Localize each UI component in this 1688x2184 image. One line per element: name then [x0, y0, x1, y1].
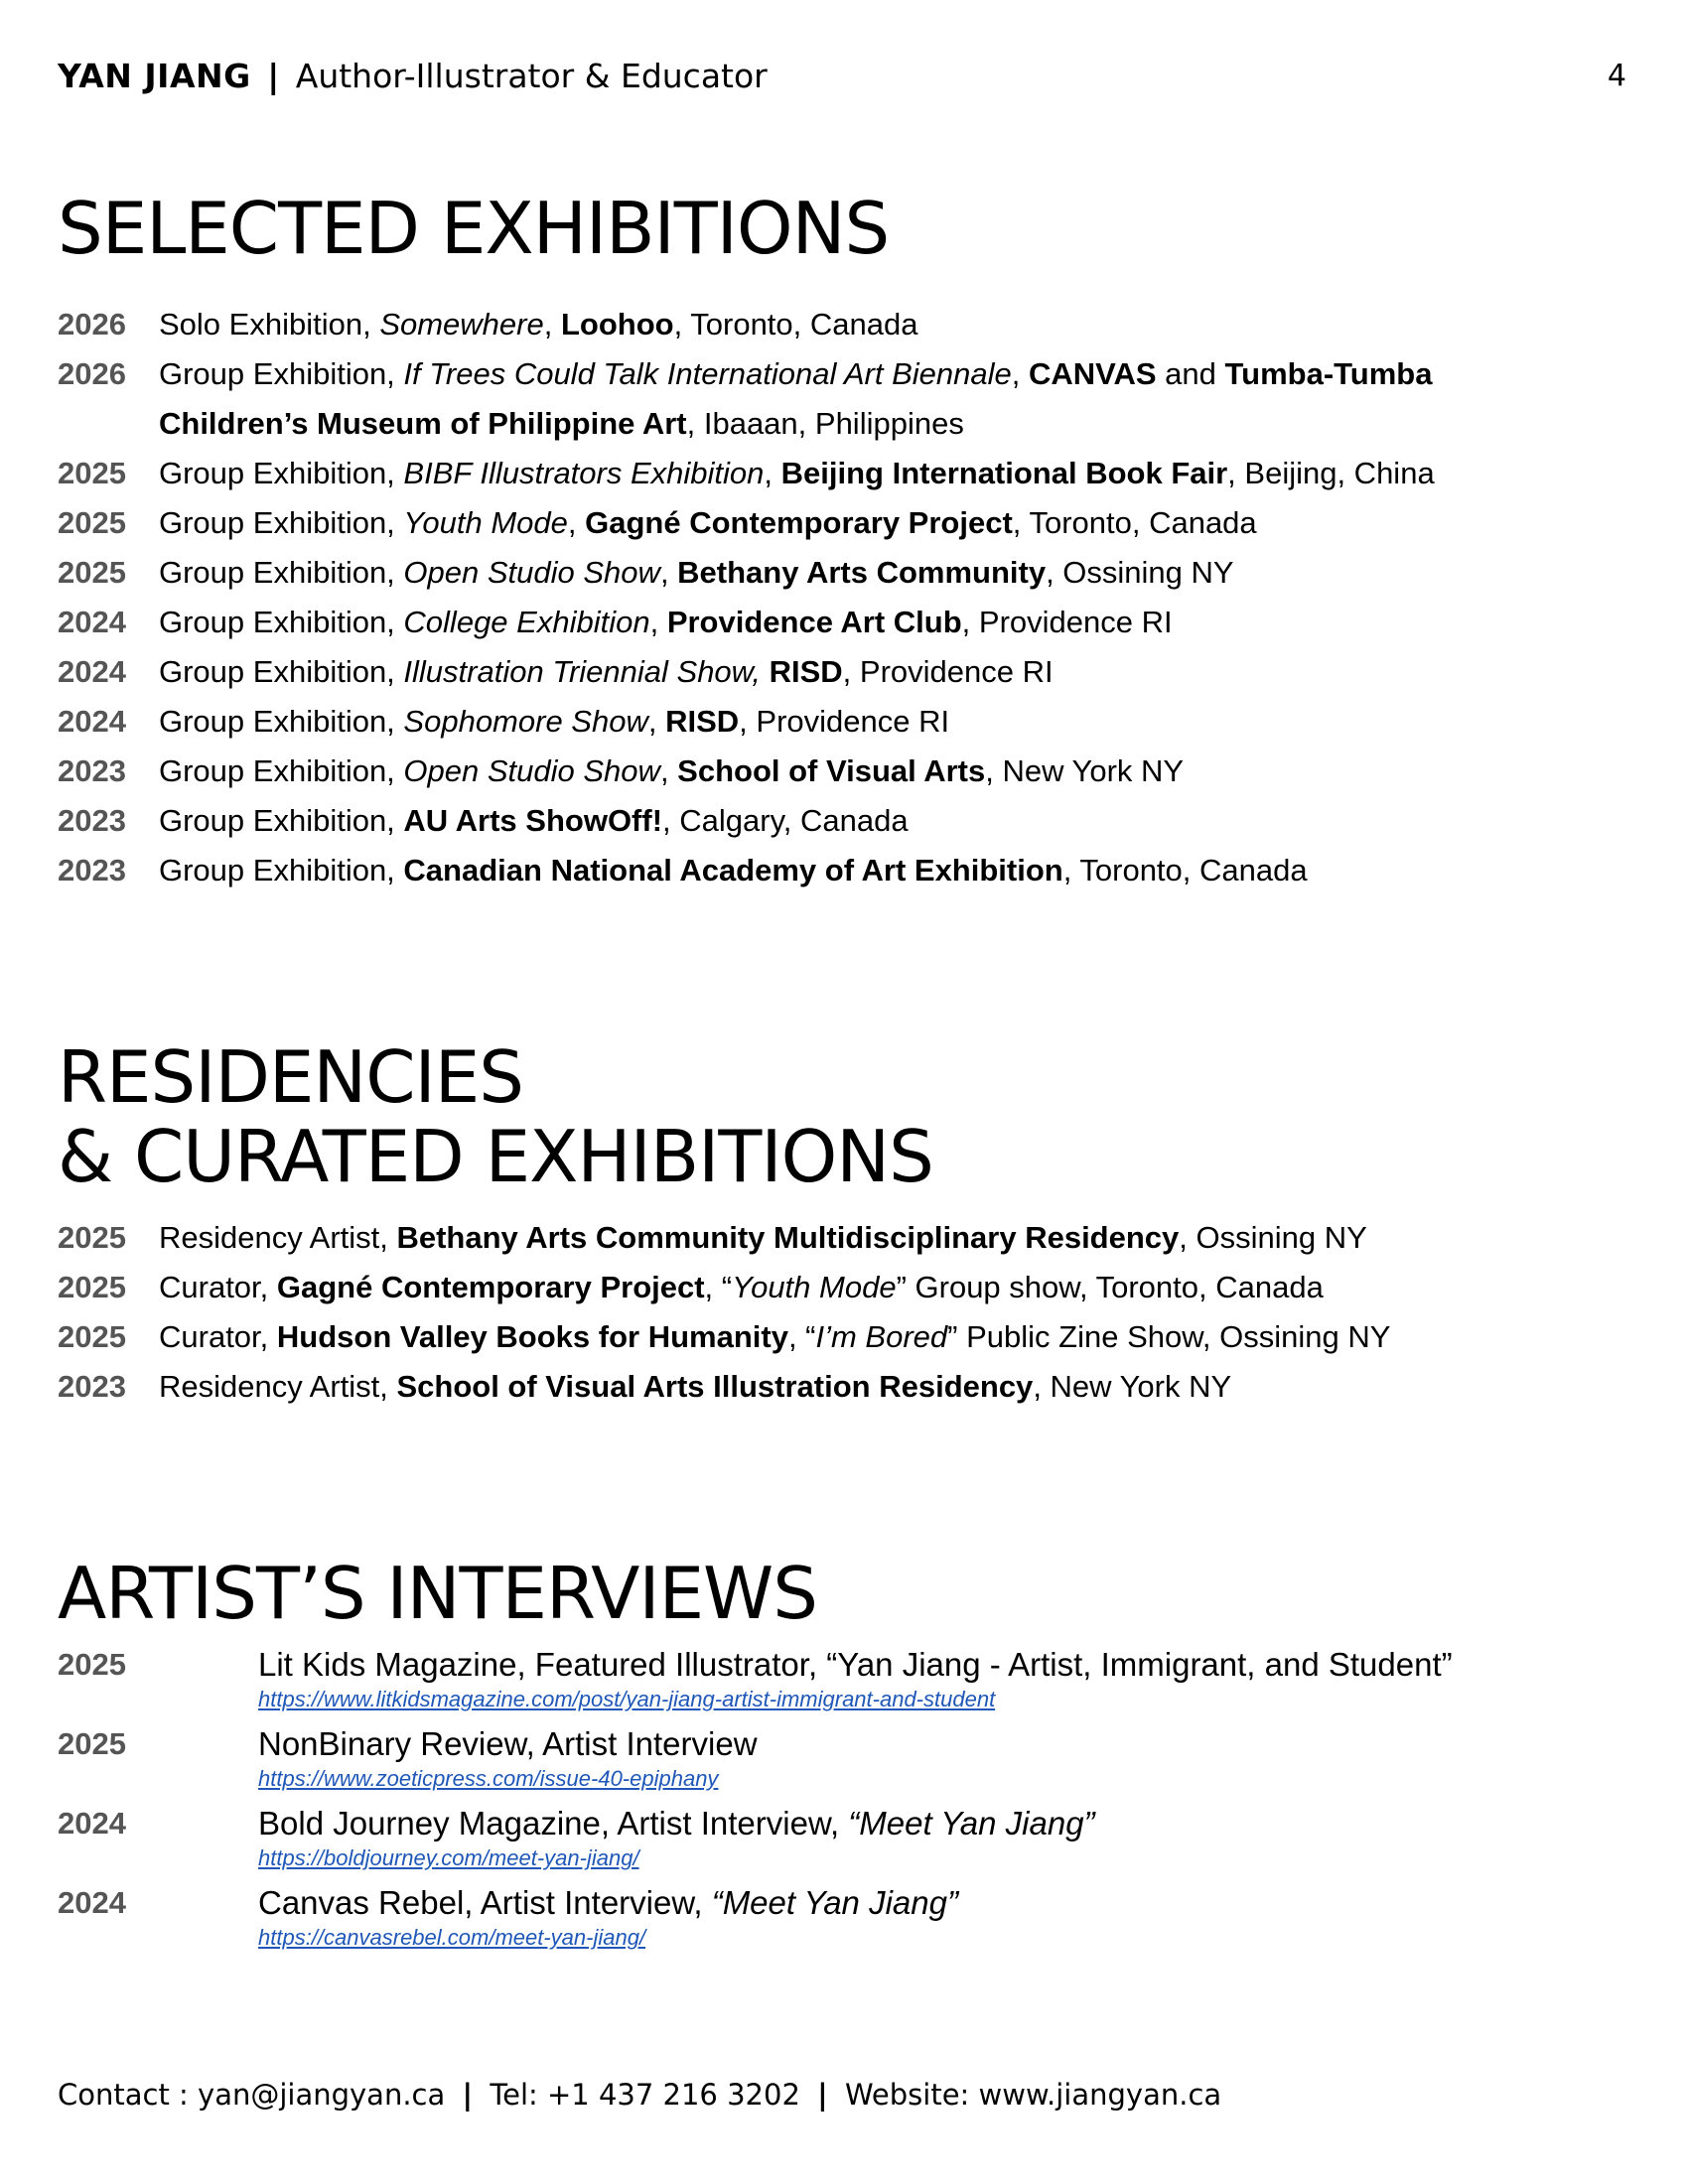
author-name: YAN JIANG: [58, 57, 251, 95]
exhibition-year: 2023: [58, 803, 126, 838]
interview-row: [58, 1881, 1646, 1961]
exhibition-year: 2025: [58, 505, 126, 540]
residency-year: 2025: [58, 1319, 126, 1354]
exhibition-row: [58, 300, 1547, 349]
exhibition-year: 2026: [58, 307, 126, 341]
exhibition-row: [58, 647, 1547, 697]
residency-text: Curator, Gagné Contemporary Project, “Youth Mode” Group show, Toronto, Canada: [159, 1270, 1324, 1304]
interview-publication: NonBinary Review, Artist Interview: [258, 1725, 758, 1762]
exhibition-text: Group Exhibition, Illustration Triennial Show, RISD, Providence RI: [159, 654, 1054, 689]
footer-separator: |: [462, 2078, 474, 2112]
residencies-heading-line2: & CURATED EXHIBITIONS: [58, 1115, 933, 1198]
exhibition-row: [58, 498, 1547, 548]
residency-row: [58, 1362, 1646, 1412]
footer-contact: Contact : yan@jiangyan.ca: [58, 2078, 446, 2112]
interviews-list: [58, 1643, 1646, 1961]
residency-row: [58, 1213, 1646, 1263]
page-number: 4: [1607, 59, 1626, 93]
exhibition-text: Solo Exhibition, Somewhere, Loohoo, Toronto, Canada: [159, 307, 918, 341]
exhibition-text: Group Exhibition, Open Studio Show, Bethany Arts Community, Ossining NY: [159, 555, 1234, 590]
residency-text: Curator, Hudson Valley Books for Humanity, “I’m Bored” Public Zine Show, Ossining NY: [159, 1319, 1391, 1354]
residency-year: 2023: [58, 1369, 126, 1404]
residencies-heading-line1: RESIDENCIES: [58, 1035, 523, 1119]
interview-publication: Lit Kids Magazine, Featured Illustrator, “Yan Jiang - Artist, Immigrant, and Student”: [258, 1646, 1453, 1683]
residency-text: Residency Artist, School of Visual Arts Illustration Residency, New York NY: [159, 1369, 1232, 1404]
interview-link[interactable]: https://canvasrebel.com/meet-yan-jiang/: [258, 1925, 646, 1950]
exhibition-year: 2026: [58, 356, 126, 391]
interview-link[interactable]: https://boldjourney.com/meet-yan-jiang/: [258, 1845, 639, 1870]
exhibition-year: 2024: [58, 704, 126, 739]
exhibition-text: Group Exhibition, College Exhibition, Providence Art Club, Providence RI: [159, 605, 1173, 639]
interview-link[interactable]: https://www.litkidsmagazine.com/post/yan-jiang-artist-immigrant-and-student: [258, 1687, 996, 1711]
exhibition-row: [58, 796, 1547, 846]
interview-row: [58, 1802, 1646, 1881]
interview-quote: “Meet Yan Jiang”: [711, 1884, 958, 1921]
exhibition-year: 2025: [58, 456, 126, 490]
interview-year: 2024: [58, 1885, 126, 1920]
footer-tel: Tel: +1 437 216 3202: [490, 2078, 800, 2112]
exhibition-text: Group Exhibition, Youth Mode, Gagné Contemporary Project, Toronto, Canada: [159, 505, 1257, 540]
page-header: [58, 52, 1626, 101]
footer-separator: |: [817, 2078, 828, 2112]
exhibition-text: Group Exhibition, Canadian National Academy of Art Exhibition, Toronto, Canada: [159, 853, 1308, 887]
exhibition-text: Group Exhibition, If Trees Could Talk International Art Biennale, CANVAS and Tumba-Tumba Children’s Museum of Philippine Art, Ibaaan, Philippines: [159, 356, 1433, 441]
exhibition-year: 2023: [58, 853, 126, 887]
exhibition-year: 2024: [58, 654, 126, 689]
interview-row: [58, 1643, 1646, 1722]
residency-row: [58, 1312, 1646, 1362]
interview-year: 2024: [58, 1806, 126, 1841]
footer-website: Website: www.jiangyan.ca: [844, 2078, 1222, 2112]
exhibition-row: [58, 747, 1547, 796]
exhibition-year: 2025: [58, 555, 126, 590]
residencies-list: [58, 1213, 1646, 1412]
exhibition-row: [58, 598, 1547, 647]
interview-publication: Bold Journey Magazine, Artist Interview, “Meet Yan Jiang”: [258, 1805, 1095, 1842]
interview-quote: “Meet Yan Jiang”: [848, 1805, 1095, 1842]
interview-publication: Canvas Rebel, Artist Interview, “Meet Yan Jiang”: [258, 1884, 958, 1921]
residency-row: [58, 1263, 1646, 1312]
interviews-heading: ARTIST’S INTERVIEWS: [58, 1552, 817, 1635]
exhibition-row: [58, 349, 1547, 449]
interview-year: 2025: [58, 1647, 126, 1682]
exhibition-row: [58, 846, 1547, 895]
exhibition-text: Group Exhibition, Sophomore Show, RISD, Providence RI: [159, 704, 950, 739]
exhibition-year: 2023: [58, 753, 126, 788]
exhibition-text: Group Exhibition, AU Arts ShowOff!, Calgary, Canada: [159, 803, 909, 838]
author-subtitle: Author-Illustrator & Educator: [295, 57, 768, 95]
exhibition-row: [58, 449, 1547, 498]
exhibition-row: [58, 697, 1547, 747]
exhibitions-heading: SELECTED EXHIBITIONS: [58, 187, 890, 270]
exhibition-year: 2024: [58, 605, 126, 639]
page-footer: [58, 2075, 1221, 2115]
interview-row: [58, 1722, 1646, 1802]
exhibitions-list: [58, 300, 1547, 895]
exhibition-row: [58, 548, 1547, 598]
residency-year: 2025: [58, 1270, 126, 1304]
residency-year: 2025: [58, 1220, 126, 1255]
header-separator: |: [267, 57, 280, 95]
interview-year: 2025: [58, 1726, 126, 1761]
exhibition-text: Group Exhibition, Open Studio Show, School of Visual Arts, New York NY: [159, 753, 1185, 788]
interview-link[interactable]: https://www.zoeticpress.com/issue-40-epiphany: [258, 1766, 719, 1791]
exhibition-text: Group Exhibition, BIBF Illustrators Exhibition, Beijing International Book Fair, Beijing, China: [159, 456, 1435, 490]
residency-text: Residency Artist, Bethany Arts Community Multidisciplinary Residency, Ossining NY: [159, 1220, 1367, 1255]
